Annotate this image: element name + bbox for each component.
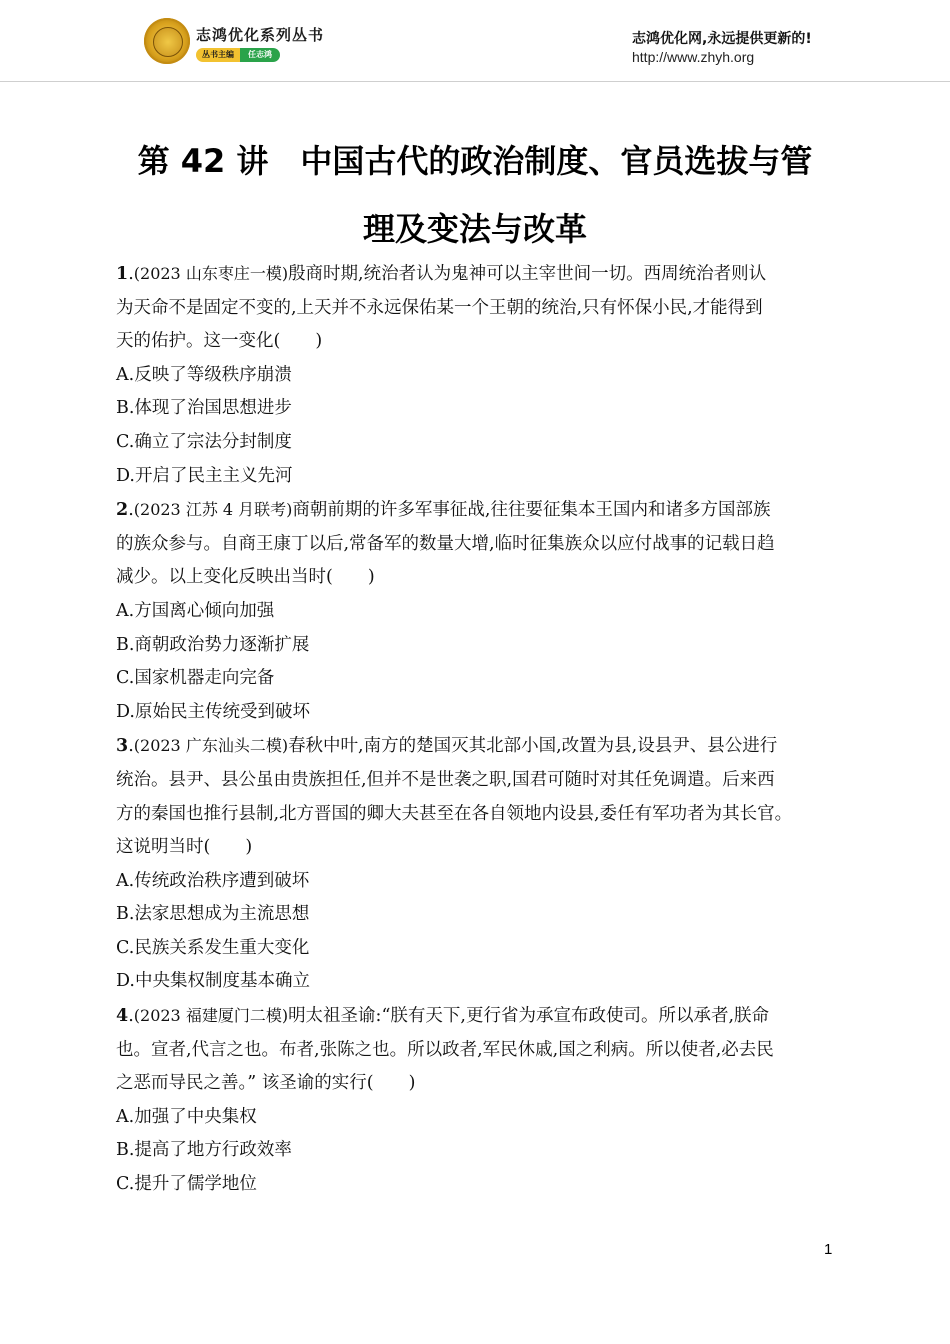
question-stem-line: 统治。县尹、县公虽由贵族担任,但并不是世袭之职,国君可随时对其任免调遣。后来西 (116, 769, 775, 790)
editor-name: 任志鸿 (240, 48, 280, 62)
answer-option-c[interactable]: C.国家机器走向完备 (116, 668, 275, 689)
answer-option-d[interactable]: D.开启了民主主义先河 (116, 465, 293, 486)
question-number: 4 (116, 1006, 129, 1027)
question-stem-line: 这说明当时( ) (116, 837, 253, 858)
answer-option-b[interactable]: B.商朝政治势力逐渐扩展 (116, 634, 310, 655)
question-source: (2023 山东枣庄一模) (133, 264, 289, 283)
question-number: 1 (116, 264, 129, 284)
answer-option-c[interactable]: C.民族关系发生重大变化 (116, 937, 310, 958)
question-2 (116, 493, 858, 729)
question-stem-line: 2.(2023 江苏 4 月联考)商朝前期的许多军事征战,往往要征集本王国内和诸多方国部族 (116, 500, 771, 521)
question-stem-line: 减少。以上变化反映出当时( ) (116, 567, 375, 588)
question-number: 3 (116, 736, 129, 757)
question-stem-line: 4.(2023 福建厦门二模)明太祖圣谕:“朕有天下,更行省为承宣布政使司。所以承者,朕命 (116, 1006, 770, 1027)
question-stem-line: 方的秦国也推行县制,北方晋国的卿大夫甚至在各自领地内设县,委任有军功者为其长官。 (116, 803, 793, 824)
header-url[interactable]: http://www.zhyh.org (632, 49, 755, 65)
publisher-seal-logo (144, 18, 190, 64)
question-list (116, 257, 858, 1202)
answer-option-a[interactable]: A.加强了中央集权 (116, 1106, 257, 1127)
answer-option-b[interactable]: B.提高了地方行政效率 (116, 1140, 292, 1161)
question-stem-line: 3.(2023 广东汕头二模)春秋中叶,南方的楚国灭其北部小国,改置为县,设县尹、县公进行 (116, 736, 778, 757)
editor-label: 丛书主编 (196, 48, 240, 62)
lesson-title-line-2: 理及变法与改革 (362, 210, 587, 248)
answer-option-c[interactable]: C.提升了儒学地位 (116, 1174, 257, 1195)
question-number: 2 (116, 500, 129, 521)
answer-option-a[interactable]: A.传统政治秩序遭到破坏 (116, 870, 310, 891)
page-number: 1 (824, 1241, 833, 1258)
question-stem-line: 为天命不是固定不变的,上天并不永远保佑某一个王朝的统治,只有怀保小民,才能得到 (116, 297, 763, 318)
series-title: 志鸿优化系列丛书 (196, 26, 325, 44)
editor-badge (196, 48, 280, 62)
answer-option-b[interactable]: B.体现了治国思想进步 (116, 398, 292, 419)
answer-option-d[interactable]: D.中央集权制度基本确立 (116, 971, 310, 992)
question-source: (2023 福建厦门二模) (133, 1006, 289, 1026)
page-header (0, 0, 950, 82)
header-divider (0, 81, 950, 82)
answer-option-d[interactable]: D.原始民主传统受到破坏 (116, 701, 310, 722)
question-stem-line: 天的佑护。这一变化( ) (116, 331, 323, 352)
answer-option-c[interactable]: C.确立了宗法分封制度 (116, 431, 292, 452)
question-stem-line: 的族众参与。自商王康丁以后,常备军的数量大增,临时征集族众以应付战事的记载日趋 (116, 533, 775, 554)
question-stem-line: 1.(2023 山东枣庄一模)殷商时期,统治者认为鬼神可以主宰世间一切。西周统治者则认 (116, 264, 767, 284)
question-source: (2023 广东汕头二模) (133, 736, 289, 756)
question-1 (116, 257, 858, 493)
question-3 (116, 729, 858, 999)
question-stem-line: 之恶而导民之善。” 该圣谕的实行( ) (116, 1073, 416, 1094)
answer-option-a[interactable]: A.反映了等级秩序崩溃 (116, 364, 292, 385)
header-slogan: 志鸿优化网,永远提供更新的! (632, 31, 812, 47)
question-source: (2023 江苏 4 月联考) (133, 500, 293, 520)
answer-option-b[interactable]: B.法家思想成为主流思想 (116, 904, 310, 925)
answer-option-a[interactable]: A.方国离心倾向加强 (116, 600, 275, 621)
question-4 (116, 999, 858, 1202)
question-stem-line: 也。宣者,代言之也。布者,张陈之也。所以政者,军民休戚,国之利病。所以使者,必去民 (116, 1039, 774, 1060)
lesson-title-line-1: 第 42 讲 中国古代的政治制度、官员选拔与管 (137, 142, 813, 180)
